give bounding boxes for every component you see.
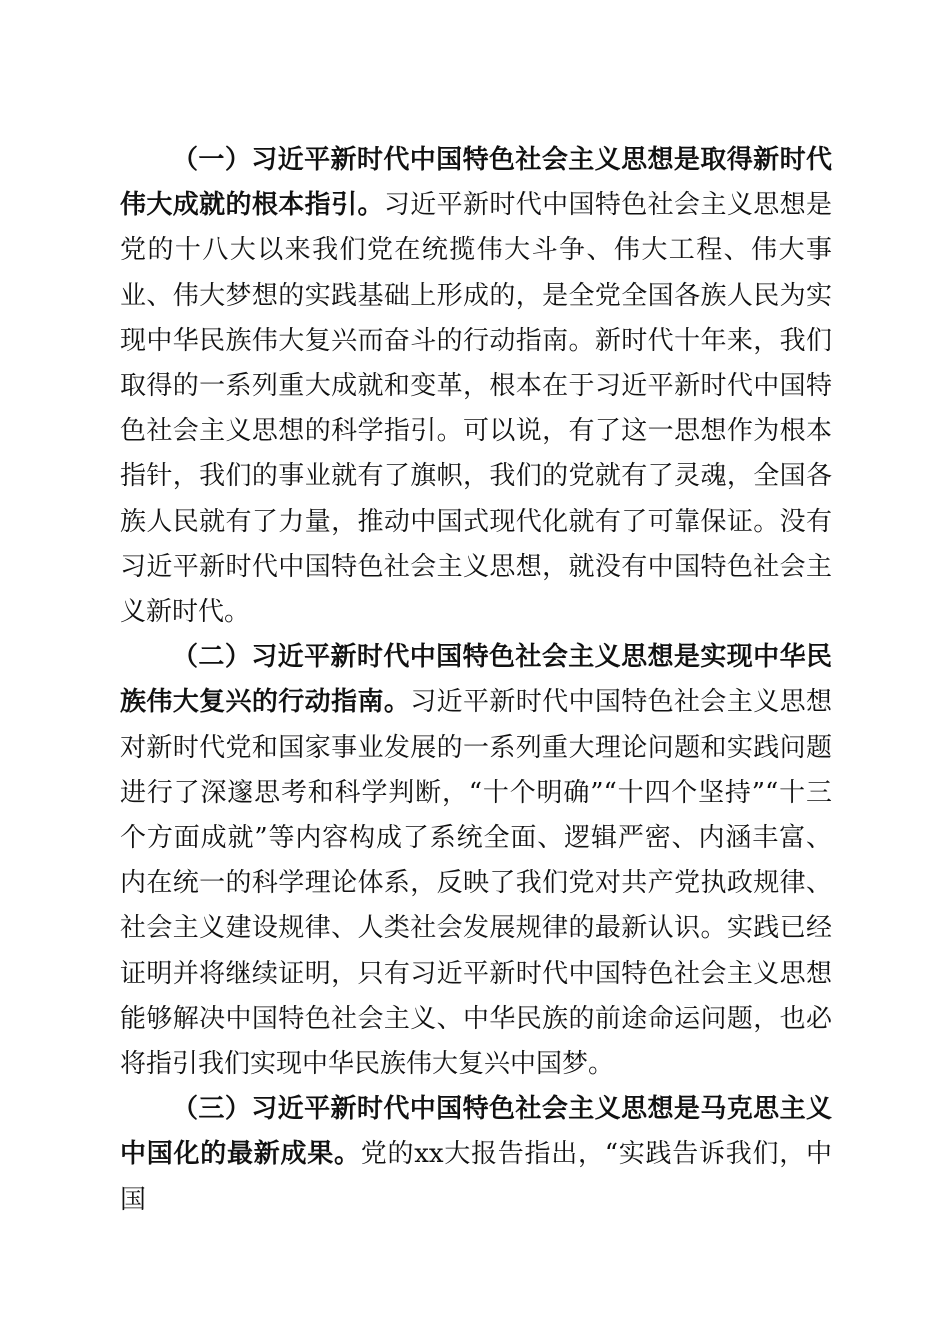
- paragraph-3: [120, 1087, 832, 1223]
- paragraph-1: [120, 138, 832, 635]
- paragraph-2-body: 习近平新时代中国特色社会主义思想对新时代党和国家事业发展的一系列重大理论问题和实践问题进行了深邃思考和科学判断，“十个明确”“十四个坚持”“十三个方面成就”等内容构成了系统全面、逻辑严密、内涵丰富、内在统一的科学理论体系，反映了我们党对共产党执政规律、社会主义建设规律、人类社会发展规律的最新认识。实践已经证明并将继续证明，只有习近平新时代中国特色社会主义思想能够解决中国特色社会主义、中华民族的前途命运问题，也必将指引我们实现中华民族伟大复兴中国梦。: [120, 687, 832, 1080]
- paragraph-1-heading: （一）习近平新时代中国特色社会主义思想是取得新时代伟大成就的根本指引。: [120, 145, 832, 221]
- paragraph-1-body: 习近平新时代中国特色社会主义思想是党的十八大以来我们党在统揽伟大斗争、伟大工程、伟大事业、伟大梦想的实践基础上形成的，是全党全国各族人民为实现中华民族伟大复兴而奋斗的行动指南。新时代十年来，我们取得的一系列重大成就和变革，根本在于习近平新时代中国特色社会主义思想的科学指引。可以说，有了这一思想作为根本指针，我们的事业就有了旗帜，我们的党就有了灵魂，全国各族人民就有了力量，推动中国式现代化就有了可靠保证。没有习近平新时代中国特色社会主义思想，就没有中国特色社会主义新时代。: [120, 190, 832, 628]
- paragraph-2-heading: （二）习近平新时代中国特色社会主义思想是实现中华民族伟大复兴的行动指南。: [120, 642, 832, 718]
- document-page: [120, 138, 832, 1223]
- paragraph-3-body: 党的xx大报告指出，“实践告诉我们，中国: [120, 1139, 832, 1215]
- paragraph-2: [120, 635, 832, 1087]
- paragraph-3-heading: （三）习近平新时代中国特色社会主义思想是马克思主义中国化的最新成果。: [120, 1094, 832, 1170]
